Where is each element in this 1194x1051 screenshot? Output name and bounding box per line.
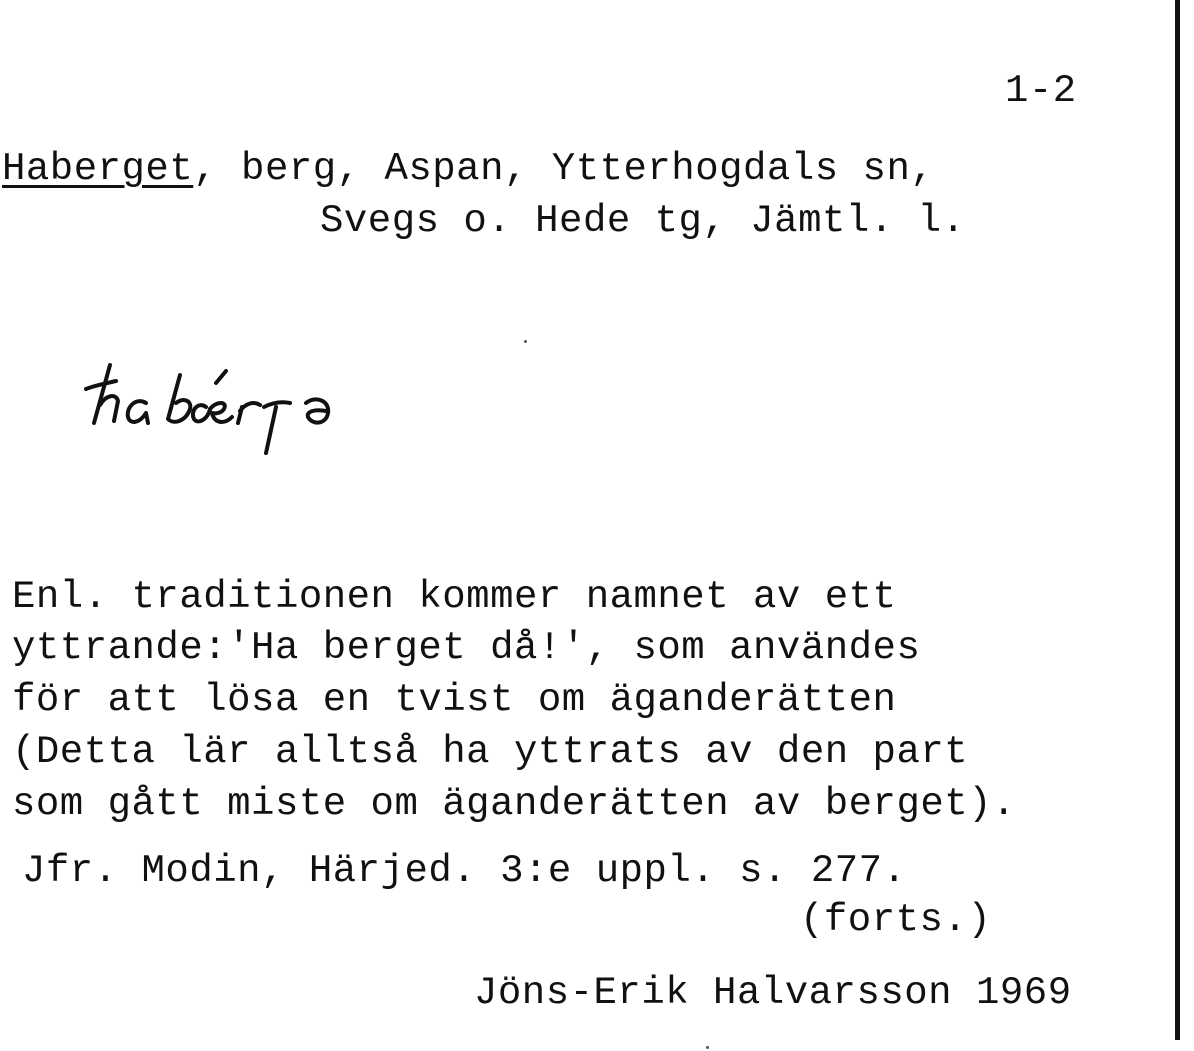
- body-line-5: som gått miste om äganderätten av berget).: [12, 782, 1016, 826]
- card-edge-line: [1175, 0, 1180, 1040]
- body-line-4: (Detta lär alltså ha yttrats av den part: [12, 730, 969, 774]
- header-line-2: Svegs o. Hede tg, Jämtl. l.: [320, 199, 966, 243]
- body-line-6: Jfr. Modin, Härjed. 3:e uppl. s. 277.: [22, 849, 907, 893]
- header-line-1: [2, 146, 934, 192]
- handwritten-pronunciation: [80, 345, 420, 465]
- body-line-2: yttrande:'Ha berget då!', som användes: [12, 626, 921, 670]
- header-line-1-rest: , berg, Aspan, Ytterhogdals sn,: [193, 147, 935, 191]
- body-line-3: för att lösa en tvist om äganderätten: [12, 678, 897, 722]
- paper-speck: [706, 1046, 709, 1049]
- continued-note: (forts.): [800, 898, 992, 942]
- headword: Haberget: [2, 147, 194, 191]
- paper-speck: [524, 340, 527, 343]
- body-line-1: Enl. traditionen kommer namnet av ett: [12, 575, 897, 619]
- signature: Jöns-Erik Halvarsson 1969: [474, 971, 1072, 1015]
- card-number: 1-2: [1005, 69, 1077, 113]
